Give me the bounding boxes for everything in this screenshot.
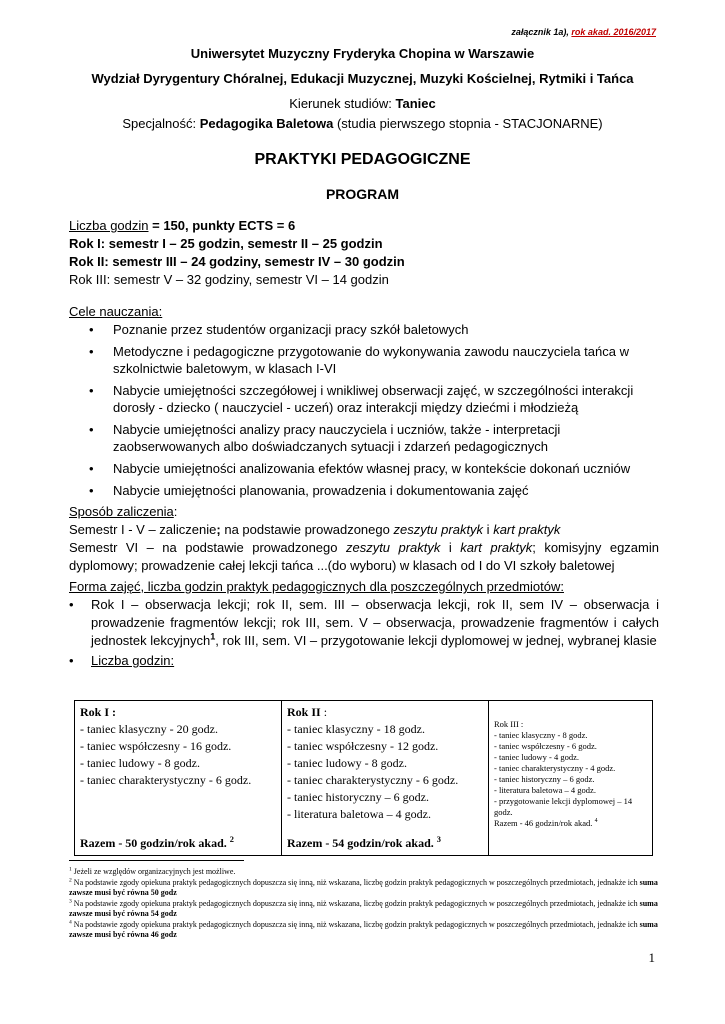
col-year1 (75, 701, 282, 856)
bullet-icon: • (89, 483, 94, 498)
col1-title: Rok I : (80, 705, 117, 719)
col2-item: - literatura baletowa – 4 godz. (287, 807, 431, 821)
academic-year: rok akad. 2016/2017 (571, 27, 656, 37)
footnote-bold: suma zawsze musi być równa 54 godz (69, 898, 658, 918)
col1-total-text: Razem - 50 godzin/rok akad. (80, 836, 230, 850)
footnote-bold: suma zawsze musi być równa 50 godz (69, 877, 658, 897)
spec-label: Specjalność: (122, 116, 200, 131)
form-item1-b: , rok III, sem. VI – przygotowanie lekcji dyplomowej w jednej, wybranej klasie (215, 633, 657, 648)
col3-item: - taniec historyczny – 6 godz. (494, 774, 595, 784)
goals-list (69, 321, 659, 504)
col2-item: - taniec historyczny – 6 godz. (287, 790, 429, 804)
table-row (75, 701, 653, 856)
goal-text: Metodyczne i pedagogiczne przygotowanie do wykonywania zawodu nauczyciela tańca w szkolnictwie baletowym, w klasach I-VI (113, 344, 629, 376)
credit-line2-d: kart praktyk (460, 540, 533, 555)
bullet-icon: • (89, 322, 94, 337)
col2-item: - taniec współczesny - 12 godz. (287, 739, 439, 753)
document-subtitle: PROGRAM (325, 186, 400, 202)
credit-line1-f: kart praktyk (493, 522, 561, 537)
bullet-icon: • (69, 653, 74, 668)
footnote-num: 4 (69, 918, 72, 925)
col3-total (494, 818, 647, 829)
specialization (0, 116, 725, 131)
footnote-ref: 2 (229, 835, 234, 844)
col-year2 (282, 701, 489, 856)
document-title: PRAKTYKI PEDAGOGICZNE (254, 151, 471, 168)
col3-item: - przygotowanie lekcji dyplomowej – 14 godz. (494, 796, 633, 817)
bullet-icon: • (69, 597, 74, 612)
annex-prefix: załącznik 1a), (511, 27, 572, 37)
col2-item: - taniec klasyczny - 18 godz. (287, 722, 425, 736)
credit-line2-a: Semestr VI – na podstawie prowadzonego (69, 540, 346, 555)
col1-item: - taniec współczesny - 16 godz. (80, 739, 232, 753)
annex-label (511, 27, 656, 37)
list-item (69, 482, 659, 499)
col3-item: - literatura baletowa – 4 godz. (494, 785, 596, 795)
page-number: 1 (648, 950, 655, 965)
footnote-ref: 3 (436, 835, 441, 844)
credit-colon: : (173, 504, 178, 519)
footnote (69, 920, 659, 941)
list-item (69, 460, 659, 477)
university-name: Uniwersytet Muzyczny Fryderyka Chopina w Warszawie (190, 46, 535, 61)
footnote-text: Jeżeli ze względów organizacyjnych jest możliwe. (71, 867, 236, 876)
list-item (69, 321, 659, 338)
goal-text: Nabycie umiejętności planowania, prowadzenia i dokumentowania zajęć (113, 483, 529, 498)
form-item1-a: Rok I – obserwacja lekcji; rok II, sem. III – obserwacja lekcji, rok II, sem IV – obserwacja i prowadzenie fragmentów lekcji; rok III, sem. V – obserwacja, prowadzenie fragmentów i całych jednostek lekcyjnych (91, 597, 659, 648)
footnote-text: Na podstawie zgody opiekuna praktyk pedagogicznych dopuszcza się inną, niż wskazana, liczbę godzin praktyk pedagogicznych w poszczególnych przedmiotach, jednakże ich (71, 877, 640, 887)
footnote (69, 878, 659, 899)
footnote-num: 3 (69, 897, 72, 904)
footnote (69, 867, 659, 878)
bullet-icon: • (89, 383, 94, 398)
bullet-icon: • (89, 422, 94, 437)
credit-line1-e: i (483, 522, 494, 537)
credit-line1-d: zeszytu praktyk (393, 522, 484, 537)
goal-text: Nabycie umiejętności analizy pracy nauczyciela i uczniów, także - interpretacji zaobserwowanych albo doświadczanych sytuacji i zdarzeń pedagogicznych (113, 422, 561, 454)
list-item (69, 421, 659, 455)
footnote-text: Na podstawie zgody opiekuna praktyk pedagogicznych dopuszcza się inną, niż wskazana, liczbę godzin praktyk pedagogicznych w poszczególnych przedmiotach, jednakże ich (71, 919, 640, 929)
footnote-num: 2 (69, 876, 72, 883)
credit-line1-a: Semestr I - V – zaliczenie (69, 522, 217, 537)
col2-title-suffix: : (320, 705, 328, 719)
col1-item: - taniec klasyczny - 20 godz. (80, 722, 218, 736)
hours-year3: Rok III: semestr V – 32 godziny, semestr VI – 14 godzin (69, 272, 389, 287)
field-label: Kierunek studiów: (289, 96, 396, 111)
col2-item: - taniec charakterystyczny - 6 godz. (287, 773, 459, 787)
field-value: Taniec (395, 96, 436, 111)
list-item (69, 652, 659, 670)
col3-item: - taniec klasyczny - 8 godz. (494, 730, 588, 740)
col1-item: - taniec ludowy - 8 godz. (80, 756, 200, 770)
credit-section (69, 503, 659, 575)
col2-total-text: Razem - 54 godzin/rok akad. (287, 836, 437, 850)
list-item (69, 382, 659, 416)
footnote-ref: 4 (594, 818, 598, 825)
goal-text: Nabycie umiejętności szczegółowej i wnikliwej obserwacji zajęć, w szczególności interakcji dorosły - dziecko ( nauczyciel - uczeń) oraz interakcji między dziećmi i młodzieżą (113, 383, 634, 415)
form-heading: Forma zajęć, liczba godzin praktyk pedagogicznych dla poszczególnych przedmiotów: (69, 579, 564, 594)
credit-heading: Sposób zaliczenia (69, 504, 174, 519)
goal-text: Poznanie przez studentów organizacji pracy szkół baletowych (113, 322, 469, 337)
col1-item: - taniec charakterystyczny - 6 godz. (80, 773, 252, 787)
footnote-bold: suma zawsze musi być równa 46 godz (69, 919, 658, 939)
credit-line2-e: ; komisyjny egzamin dyplomowy; prowadzenie całej lekcji tańca ...(do wyboru) w klasach od I do VI szkoły baletowej (69, 540, 659, 573)
hours-table (74, 700, 653, 856)
credit-line1-c: na podstawie prowadzonego (224, 522, 394, 537)
faculty-name: Wydział Dyrygentury Chóralnej, Edukacji Muzycznej, Muzyki Kościelnej, Rytmiki i Tańca (91, 71, 634, 86)
footnote (69, 899, 659, 920)
col3-total-text: Razem - 46 godzin/rok akad. (494, 818, 595, 828)
field-of-study (0, 96, 725, 111)
footnote-ref: 1 (210, 631, 216, 642)
col1-total (80, 835, 234, 852)
footnote-text: Na podstawie zgody opiekuna praktyk pedagogicznych dopuszcza się inną, niż wskazana, liczbę godzin praktyk pedagogicznych w poszczególnych przedmiotach, jednakże ich (71, 898, 640, 908)
hours-summary (69, 217, 405, 289)
form-list (69, 596, 659, 675)
list-item (69, 596, 659, 650)
hours-label: Liczba godzin (69, 218, 149, 233)
col2-total (287, 835, 441, 852)
hours-year2: Rok II: semestr III – 24 godziny, semestr IV – 30 godzin (69, 254, 405, 269)
form-item2: Liczba godzin: (91, 653, 175, 668)
col-year3 (489, 701, 653, 856)
col3-item: - taniec ludowy - 4 godz. (494, 752, 579, 762)
goal-text: Nabycie umiejętności analizowania efektów własnej pracy, w kontekście dokonań uczniów (113, 461, 631, 476)
col3-item: - taniec charakterystyczny - 4 godz. (494, 763, 616, 773)
spec-suffix: (studia pierwszego stopnia - STACJONARNE) (333, 116, 603, 131)
hours-year1: Rok I: semestr I – 25 godzin, semestr II – 25 godzin (69, 236, 383, 251)
col2-title: Rok II (287, 705, 321, 719)
col2-item: - taniec ludowy - 8 godz. (287, 756, 407, 770)
credit-line2-b: zeszytu praktyk (345, 540, 441, 555)
spec-value: Pedagogika Baletowa (199, 116, 334, 131)
footnotes (69, 867, 659, 941)
hours-value: = 150, punkty ECTS = 6 (148, 218, 296, 233)
col3-title: Rok III : (494, 719, 524, 729)
list-item (69, 343, 659, 377)
footnote-num: 1 (69, 866, 72, 873)
goals-heading: Cele nauczania: (69, 304, 163, 319)
bullet-icon: • (89, 344, 94, 359)
credit-line2-c: i (440, 540, 461, 555)
footnote-divider (69, 860, 244, 861)
col3-item: - taniec współczesny - 6 godz. (494, 741, 597, 751)
bullet-icon: • (89, 461, 94, 476)
credit-line1-b: ; (216, 522, 225, 537)
